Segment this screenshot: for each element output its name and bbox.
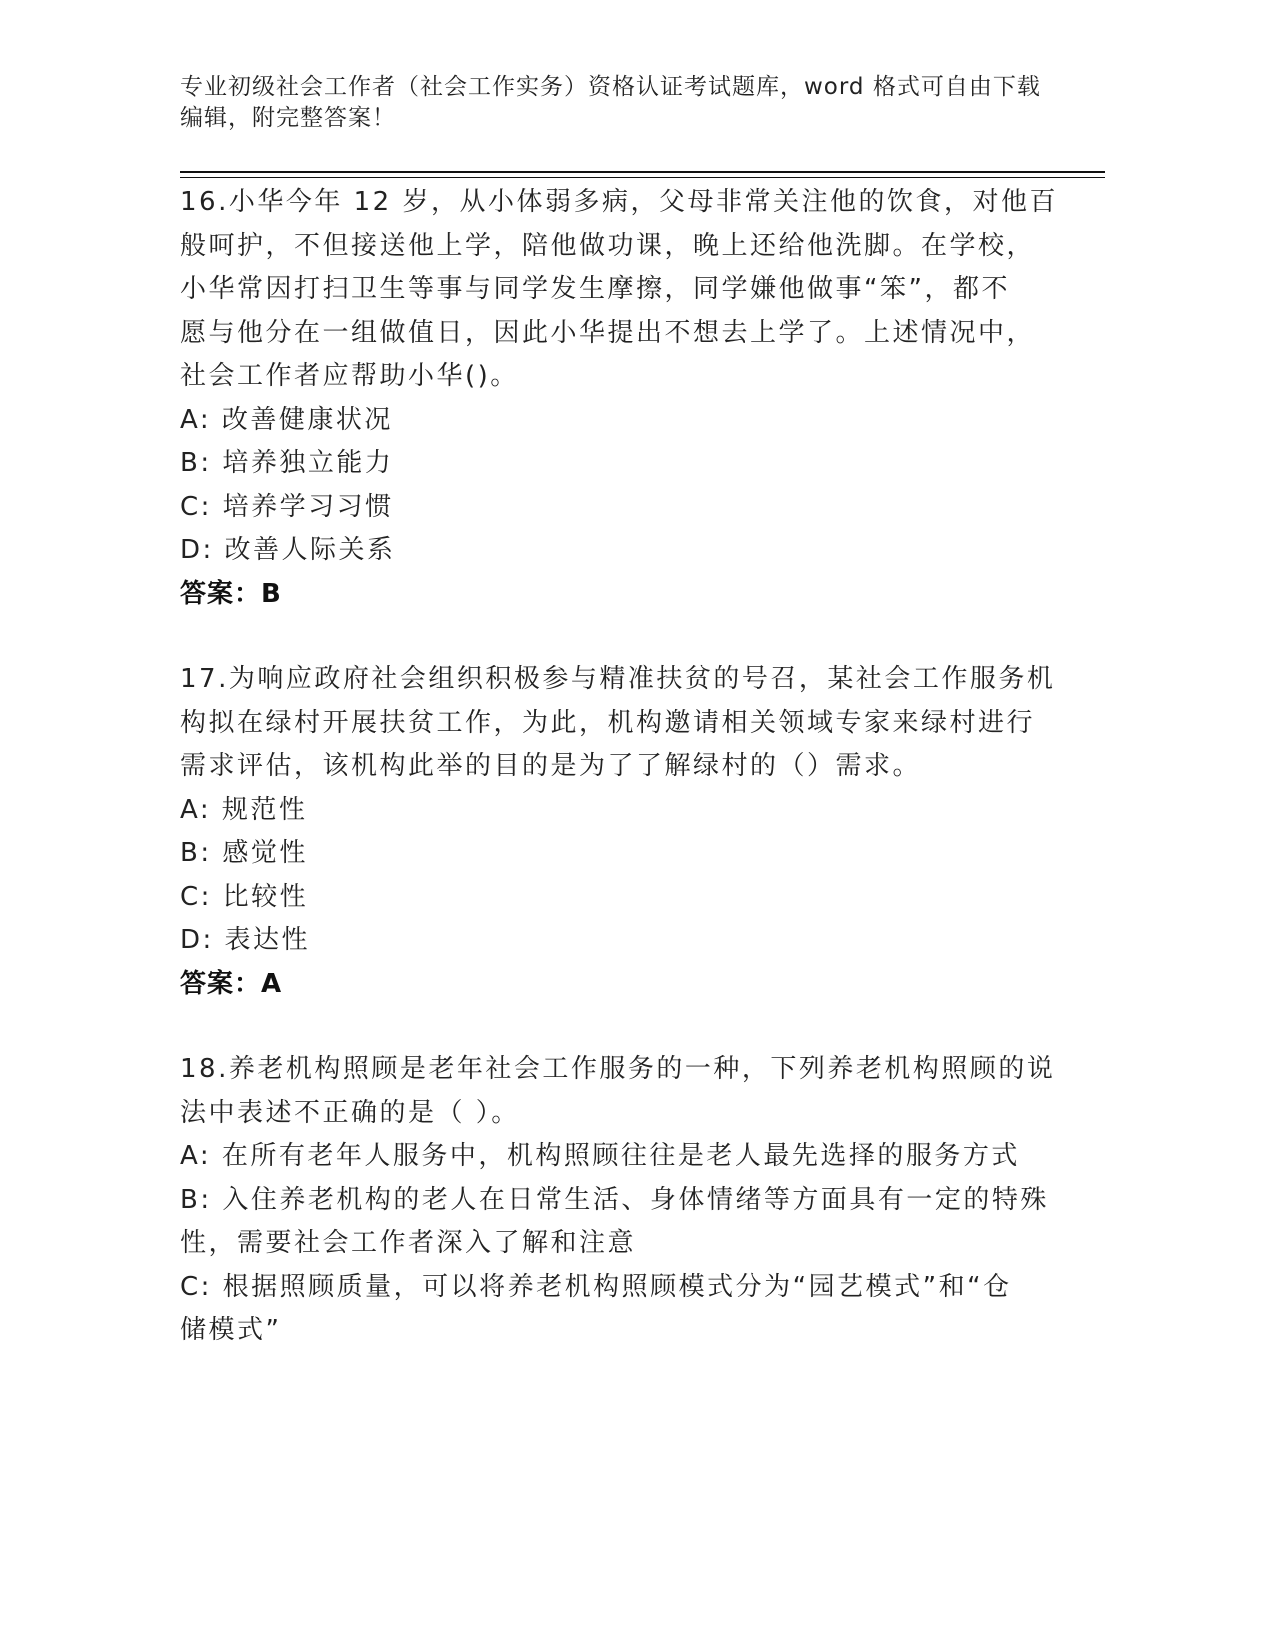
option-c: C: 培养学习习惯 bbox=[180, 491, 394, 522]
question-stem-line: 18.养老机构照顾是老年社会工作服务的一种，下列养老机构照顾的说 bbox=[180, 1054, 1056, 1084]
document-header bbox=[180, 72, 1080, 134]
question-stem-line: 社会工作者应帮助小华()。 bbox=[180, 361, 519, 391]
option-c-continued: 储模式” bbox=[180, 1315, 282, 1345]
option-a: A: 在所有老年人服务中，机构照顾往往是老人最先选择的服务方式 bbox=[180, 1141, 1020, 1171]
option-a: A: 规范性 bbox=[180, 794, 308, 825]
question-18 bbox=[180, 1048, 1056, 1353]
option-c: C: 比较性 bbox=[180, 881, 309, 912]
header-divider-thin bbox=[180, 177, 1105, 178]
option-b-continued: 性，需要社会工作者深入了解和注意 bbox=[180, 1228, 637, 1258]
option-b: B: 感觉性 bbox=[180, 838, 308, 868]
option-a: A: 改善健康状况 bbox=[180, 404, 393, 435]
question-list bbox=[180, 181, 1058, 1395]
question-stem-line: 法中表述不正确的是（ ）。 bbox=[180, 1097, 520, 1128]
question-stem-line: 般呵护，不但接送他上学，陪他做功课，晚上还给他洗脚。在学校， bbox=[180, 230, 1036, 261]
option-b: B: 培养独立能力 bbox=[180, 448, 394, 478]
header-line-2: 编辑，附完整答案！ bbox=[180, 105, 396, 131]
question-stem-line: 16.小华今年 12 岁，从小体弱多病，父母非常关注他的饮食，对他百 bbox=[180, 187, 1058, 217]
answer-label: 答案：B bbox=[180, 578, 282, 609]
question-stem-line: 需求评估，该机构此举的目的是为了了解绿村的（）需求。 bbox=[180, 751, 922, 781]
header-divider-thick bbox=[180, 171, 1105, 173]
question-stem-line: 小华常因打扫卫生等事与同学发生摩擦，同学嫌他做事“笨”，都不 bbox=[180, 274, 1010, 304]
question-stem-line: 17.为响应政府社会组织积极参与精准扶贫的号召，某社会工作服务机 bbox=[180, 664, 1056, 694]
question-stem-line: 构拟在绿村开展扶贫工作，为此，机构邀请相关领域专家来绿村进行 bbox=[180, 707, 1036, 738]
question-17 bbox=[180, 658, 1056, 1006]
option-b: B: 入住养老机构的老人在日常生活、身体情绪等方面具有一定的特殊 bbox=[180, 1184, 1049, 1215]
header-line-1: 专业初级社会工作者（社会工作实务）资格认证考试题库，word 格式可自由下载 bbox=[180, 74, 1041, 100]
answer-label: 答案：A bbox=[180, 968, 283, 999]
question-16 bbox=[180, 181, 1058, 616]
option-d: D: 表达性 bbox=[180, 925, 311, 955]
question-stem-line: 愿与他分在一组做值日，因此小华提出不想去上学了。上述情况中， bbox=[180, 317, 1036, 348]
option-d: D: 改善人际关系 bbox=[180, 535, 396, 565]
option-c: C: 根据照顾质量，可以将养老机构照顾模式分为“园艺模式”和“仓 bbox=[180, 1271, 1012, 1302]
